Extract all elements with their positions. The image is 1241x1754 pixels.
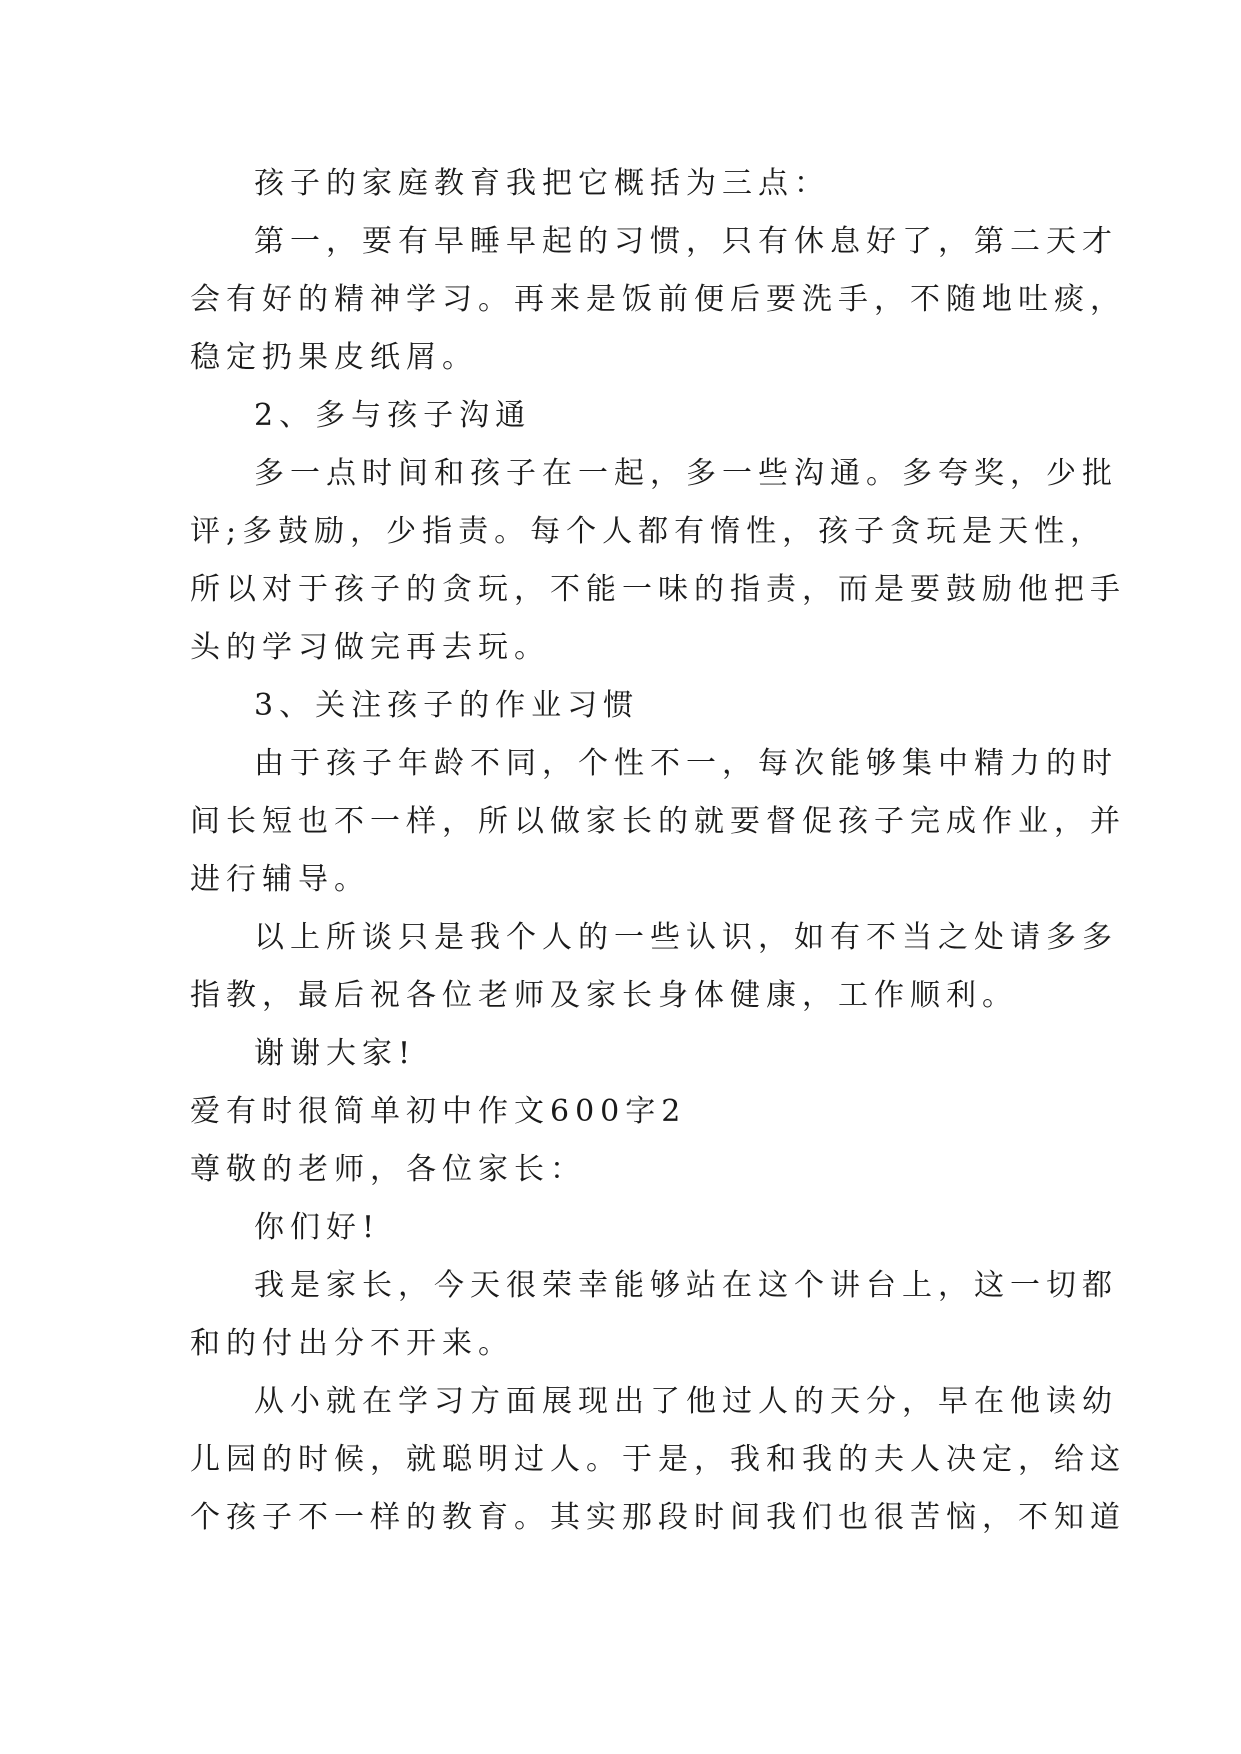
text-line: 会有好的精神学习。再来是饭前便后要洗手，不随地吐痰， xyxy=(190,282,1126,317)
text-line: 稳定扔果皮纸屑。 xyxy=(190,340,478,375)
document-body xyxy=(190,155,1126,1547)
text-line: 头的学习做完再去玩。 xyxy=(190,630,550,665)
text-line: 由于孩子年龄不同，个性不一，每次能够集中精力的时 xyxy=(254,746,1118,781)
text-line: 从小就在学习方面展现出了他过人的天分，早在他读幼 xyxy=(254,1384,1118,1419)
text-line: 评;多鼓励，少指责。每个人都有惰性，孩子贪玩是天性， xyxy=(190,514,1107,549)
text-line: 我是家长，今天很荣幸能够站在这个讲台上，这一切都 xyxy=(254,1268,1118,1303)
text-line: 谢谢大家! xyxy=(254,1036,417,1071)
text-line: 所以对于孩子的贪玩，不能一味的指责，而是要鼓励他把手 xyxy=(190,572,1126,607)
section-heading: 2、多与孩子沟通 xyxy=(254,398,532,433)
text-line: 指教，最后祝各位老师及家长身体健康，工作顺利。 xyxy=(190,978,1018,1013)
text-line: 和的付出分不开来。 xyxy=(190,1326,514,1361)
text-line: 第一，要有早睡早起的习惯，只有休息好了，第二天才 xyxy=(254,224,1118,259)
text-line: 进行辅导。 xyxy=(190,862,370,897)
text-line: 以上所谈只是我个人的一些认识，如有不当之处请多多 xyxy=(254,920,1118,955)
text-line: 多一点时间和孩子在一起，多一些沟通。多夸奖，少批 xyxy=(254,456,1118,491)
text-line: 儿园的时候，就聪明过人。于是，我和我的夫人决定，给这 xyxy=(190,1442,1126,1477)
greeting: 你们好! xyxy=(254,1210,381,1245)
text-line: 孩子的家庭教育我把它概括为三点： xyxy=(254,166,830,201)
text-line: 个孩子不一样的教育。其实那段时间我们也很苦恼，不知道 xyxy=(190,1500,1126,1535)
salutation: 尊敬的老师，各位家长： xyxy=(190,1152,586,1187)
text-line: 间长短也不一样，所以做家长的就要督促孩子完成作业，并 xyxy=(190,804,1126,839)
article-title: 爱有时很简单初中作文600字2 xyxy=(190,1094,687,1129)
section-heading: 3、关注孩子的作业习惯 xyxy=(254,688,640,723)
